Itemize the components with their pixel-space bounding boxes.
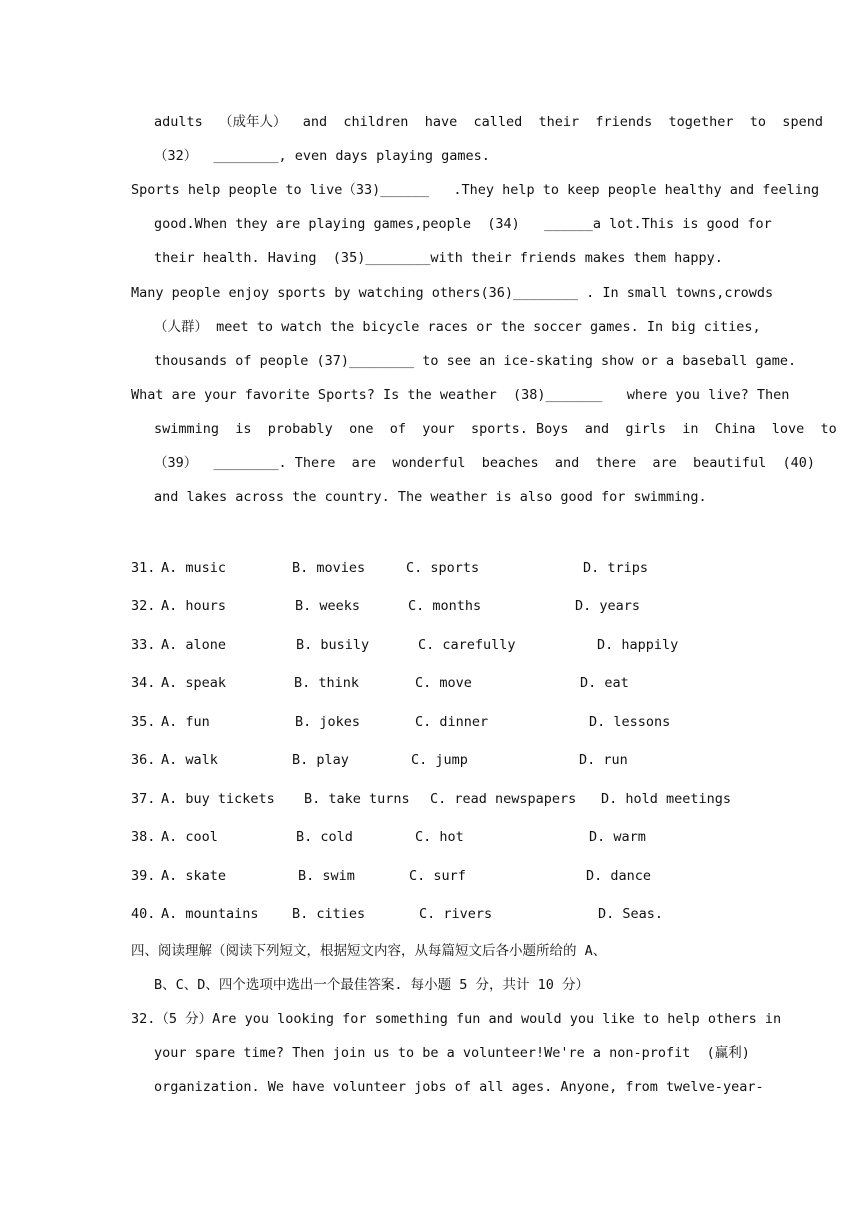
option-b: B. play: [292, 752, 349, 768]
option-c: C. jump: [411, 752, 468, 768]
passage-line-1: adults （成年人） and children have called their friends together to spend: [154, 114, 823, 130]
option-c: C. read newspapers: [430, 791, 577, 807]
option-d: D. dance: [586, 868, 652, 884]
option-d: D. Seas.: [598, 906, 664, 922]
option-number: 33.: [131, 637, 156, 653]
option-a: A. walk: [161, 752, 218, 768]
option-number: 39.: [131, 868, 156, 884]
section-heading-line-1: 四、阅读理解（阅读下列短文，根据短文内容，从每篇短文后各小题所给的 A、: [131, 943, 607, 959]
option-c: C. hot: [415, 829, 464, 845]
option-b: B. cities: [292, 906, 366, 922]
option-c: C. move: [415, 675, 472, 691]
option-b: B. weeks: [295, 598, 361, 614]
option-d: D. eat: [580, 675, 629, 691]
reading-line-1: 32.（5 分）Are you looking for something fun and would you like to help others in: [131, 1011, 782, 1027]
option-b: B. think: [294, 675, 360, 691]
option-c: C. carefully: [418, 637, 516, 653]
option-number: 31.: [131, 560, 156, 576]
section-heading-line-2: B、C、D、四个选项中选出一个最佳答案. 每小题 5 分，共计 10 分）: [154, 977, 590, 993]
option-d: D. lessons: [589, 714, 671, 730]
option-b: B. take turns: [304, 791, 410, 807]
option-number: 40.: [131, 906, 156, 922]
option-b: B. jokes: [295, 714, 361, 730]
passage-line-3: Sports help people to live（33)______ .They help to keep people healthy and feeling: [131, 182, 820, 198]
reading-line-2: your spare time? Then join us to be a volunteer!We're a non-profit (赢利): [154, 1045, 750, 1061]
option-d: D. warm: [589, 829, 646, 845]
option-a: A. cool: [161, 829, 218, 845]
passage-line-9: What are your favorite Sports? Is the weather (38)_______ where you live? Then: [131, 387, 790, 403]
option-number: 36.: [131, 752, 156, 768]
option-a: A. skate: [161, 868, 227, 884]
option-number: 32.: [131, 598, 156, 614]
option-a: A. music: [161, 560, 227, 576]
option-d: D. years: [575, 598, 641, 614]
option-d: D. trips: [583, 560, 649, 576]
option-number: 37.: [131, 791, 156, 807]
passage-line-11: （39） ________. There are wonderful beaches and there are beautiful (40): [154, 455, 815, 471]
option-b: B. cold: [296, 829, 353, 845]
option-number: 34.: [131, 675, 156, 691]
option-c: C. dinner: [415, 714, 489, 730]
option-number: 38.: [131, 829, 156, 845]
option-a: A. alone: [161, 637, 227, 653]
option-d: D. hold meetings: [601, 791, 732, 807]
passage-line-8: thousands of people (37)________ to see an ice-skating show or a baseball game.: [154, 353, 797, 369]
passage-line-6: Many people enjoy sports by watching others(36)________ . In small towns,crowds: [131, 285, 774, 301]
option-b: B. swim: [298, 868, 355, 884]
option-a: A. speak: [161, 675, 227, 691]
option-a: A. hours: [161, 598, 227, 614]
option-b: B. busily: [296, 637, 370, 653]
option-c: C. sports: [406, 560, 480, 576]
passage-line-2: （32） ________, even days playing games.: [154, 148, 490, 164]
option-d: D. run: [579, 752, 628, 768]
passage-line-5: their health. Having (35)________with their friends makes them happy.: [154, 250, 723, 266]
option-c: C. months: [408, 598, 482, 614]
passage-line-4: good.When they are playing games,people (34) ______a lot.This is good for: [154, 216, 772, 232]
passage-line-7: （人群） meet to watch the bicycle races or the soccer games. In big cities,: [154, 319, 761, 335]
passage-line-10: swimming is probably one of your sports. Boys and girls in China love to: [154, 421, 837, 437]
reading-line-3: organization. We have volunteer jobs of all ages. Anyone, from twelve-year-: [154, 1079, 764, 1095]
option-a: A. buy tickets: [161, 791, 275, 807]
option-b: B. movies: [292, 560, 366, 576]
option-number: 35.: [131, 714, 156, 730]
option-c: C. rivers: [419, 906, 493, 922]
passage-line-12: and lakes across the country. The weather is also good for swimming.: [154, 489, 707, 505]
option-c: C. surf: [409, 868, 466, 884]
option-a: A. mountains: [161, 906, 259, 922]
option-d: D. happily: [597, 637, 679, 653]
option-a: A. fun: [161, 714, 210, 730]
